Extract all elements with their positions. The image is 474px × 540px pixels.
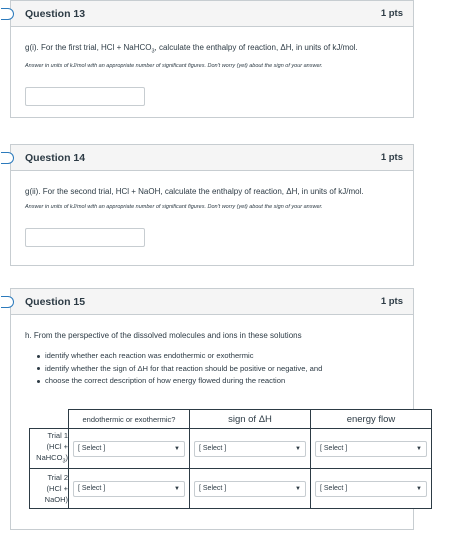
column-header-sign-dh: sign of ΔH (190, 410, 311, 429)
question-15-bullet-list (25, 350, 399, 388)
question-13-header (11, 1, 413, 27)
bookmark-flag-icon[interactable] (1, 152, 14, 164)
select-value: [ Select ] (78, 445, 106, 452)
bookmark-flag-icon[interactable] (1, 8, 14, 20)
table-header-row (30, 410, 432, 429)
table-corner-cell (30, 410, 69, 429)
trial-1-endo-exo-select[interactable] (73, 441, 185, 457)
trial-2-sign-select[interactable] (194, 481, 306, 497)
trial-2-reactant-a: (HCl + (46, 484, 68, 493)
dropdown-caret-icon: ▼ (416, 485, 422, 492)
question-13-hint: Answer in units of kJ/mol with an appropriate number of significant figures. Don't worry (yet) about the sign of your answer. (25, 62, 323, 69)
select-value: [ Select ] (78, 485, 106, 492)
trial-2-energy-flow-select[interactable] (315, 481, 427, 497)
dropdown-caret-icon: ▼ (174, 485, 180, 492)
question-14-answer-input[interactable] (25, 228, 145, 247)
question-14-text: g(ii). For the second trial, HCl + NaOH, calculate the enthalpy of reaction, ΔH, in units of kJ/mol. (25, 187, 364, 196)
question-15-header (11, 289, 413, 315)
question-13-points: 1 pts (380, 8, 403, 19)
table-cell (190, 469, 311, 509)
dropdown-caret-icon: ▼ (416, 445, 422, 452)
dropdown-caret-icon: ▼ (295, 445, 301, 452)
question-15-intro: h. From the perspective of the dissolved molecules and ions in these solutions (25, 331, 302, 340)
question-13-answer-input[interactable] (25, 87, 145, 106)
table-cell (69, 469, 190, 509)
row-label-trial-1 (30, 429, 69, 469)
question-13-card (10, 0, 414, 118)
select-value: [ Select ] (199, 485, 227, 492)
bookmark-flag-icon[interactable] (1, 296, 14, 308)
trial-1-reactant-b: NaHCO$_3$) (36, 452, 68, 465)
question-13-text: g(i). For the first trial, HCl + NaHCO$_3$, calculate the enthalpy of reaction, ΔH, in units of kJ/mol. (25, 43, 358, 55)
question-14-hint: Answer in units of kJ/mol with an appropriate number of significant figures. Don't worry (yet) about the sign of your answer. (25, 204, 323, 210)
question-13-title: Question 13 (25, 7, 86, 20)
select-value: [ Select ] (320, 485, 348, 492)
list-item: identify whether each reaction was endothermic or exothermic (37, 350, 399, 363)
table-row (30, 429, 432, 469)
list-item: choose the correct description of how energy flowed during the reaction (37, 375, 399, 388)
dropdown-caret-icon: ▼ (295, 485, 301, 492)
trial-1-sign-select[interactable] (194, 441, 306, 457)
select-value: [ Select ] (320, 445, 348, 452)
question-15-answer-table (29, 409, 432, 509)
table-cell (311, 469, 432, 509)
column-header-energy-flow: energy flow (311, 410, 432, 429)
question-14-card (10, 144, 414, 266)
select-value: [ Select ] (199, 445, 227, 452)
trial-2-endo-exo-select[interactable] (73, 481, 185, 497)
column-header-endo-exo: endothermic or exothermic? (69, 410, 190, 429)
trial-2-label: Trial 2 (47, 473, 68, 482)
trial-2-reactant-b: NaOH) (44, 495, 68, 504)
question-14-header (11, 145, 413, 171)
list-item: identify whether the sign of ΔH for that reaction should be positive or negative, and (37, 363, 399, 376)
question-14-points: 1 pts (380, 152, 403, 163)
table-cell (190, 429, 311, 469)
dropdown-caret-icon: ▼ (174, 445, 180, 452)
trial-1-label: Trial 1 (47, 430, 68, 440)
row-label-trial-2 (30, 469, 69, 509)
table-cell (69, 429, 190, 469)
table-row (30, 469, 432, 509)
question-15-title: Question 15 (25, 295, 86, 308)
table-cell (311, 429, 432, 469)
trial-1-energy-flow-select[interactable] (315, 441, 427, 457)
question-15-points: 1 pts (380, 296, 403, 307)
question-14-title: Question 14 (25, 151, 86, 164)
trial-1-reactant-a: (HCl + (46, 441, 68, 451)
